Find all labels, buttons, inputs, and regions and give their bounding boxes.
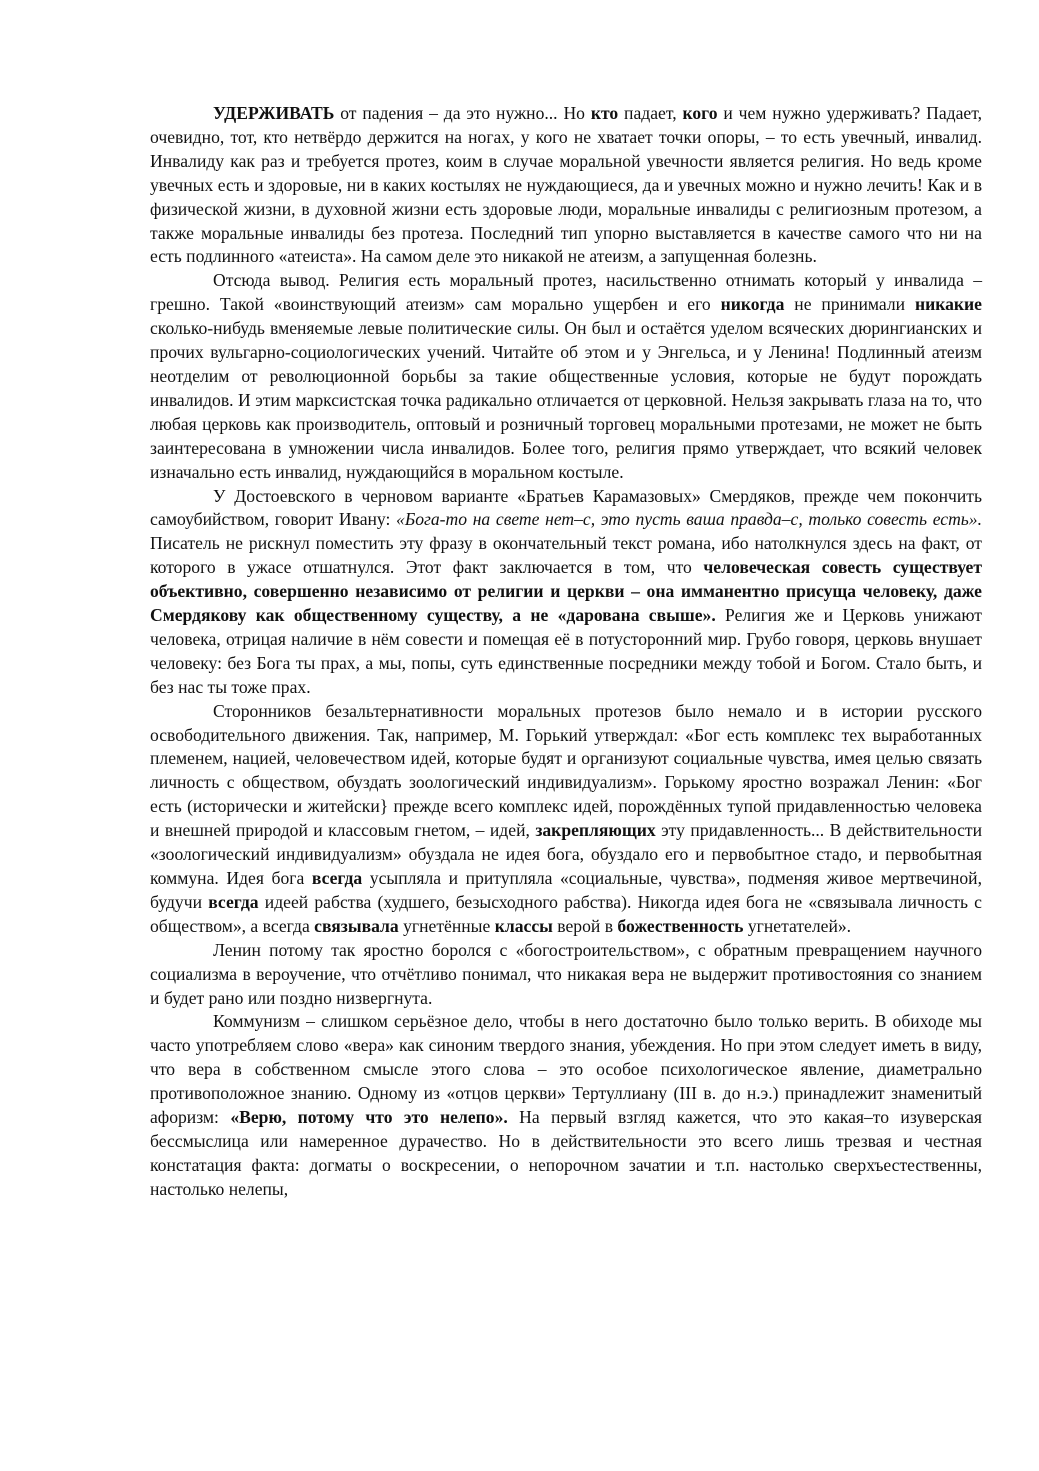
- text-run: от падения – да это нужно... Но: [334, 103, 591, 123]
- text-run: сколько-нибудь вменяемые левые политические силы. Он был и остаётся уделом всяческих дюрингианских и прочих вульгарно-социологических учений. Читайте об этом и у Энгельса, и у Ленина! Подлинный атеизм неотделим от революционной борьбы за такие общественные условия, которые не будут порождать инвалидов. И этим марксистская точка радикально отличается от церковной. Нельзя закрывать глаза на то, что любая церковь как производитель, оптовый и розничный торговец моральными протезами, не может не быть заинтересована в умножении числа инвалидов. Более того, религия прямо утверждает, что всякий человек изначально есть инвалид, нуждающийся в моральном костыле.: [150, 318, 982, 482]
- text-run: угнетённые: [398, 915, 495, 936]
- bold-run: классы: [494, 915, 553, 936]
- paragraph-3: [150, 485, 982, 700]
- paragraph-4: [150, 700, 982, 939]
- italic-run: «Бога-то на свете нет–с, это пусть ваша правда–с, только совесть есть».: [396, 509, 983, 530]
- paragraph-5: [150, 939, 982, 1011]
- text-run: эту придавленность... В действительности «зоологический индивидуализм» обуздала не идея бога, обуздало его и первобытное стадо, и первобытная коммуна. Идея бога: [150, 820, 982, 888]
- bold-run: закрепляющих: [535, 820, 656, 841]
- paragraph-1: [150, 102, 982, 269]
- text-run: Коммунизм – слишком серьёзное дело, чтобы в него достаточно было только верить. В обиходе мы часто употребляем слово «вера» как синоним твердого знания, убеждения. Но при этом следует иметь в виду, что вера в собственном смысле этого слова – это особое психологическое явление, диаметрально противоположное знанию. Одному из «отцов церкви» Тертуллиану (III в. до н.э.) принадлежит знаменитый афоризм:: [150, 1011, 982, 1128]
- text-run: угнетателей».: [743, 915, 852, 936]
- text-run: и чем нужно удерживать? Падает, очевидно, тот, кто нетвёрдо держится на ногах, у кого не хватает точки опоры, – то есть увечный, инвалид. Инвалиду как раз и требуется протез, коим в случае моральной увечности является религия. Но ведь кроме увечных есть и здоровые, ни в каких костылях не нуждающиеся, да и увечных можно и нужно лечить! Как и в физической жизни, в духовной жизни есть здоровые люди, моральные инвалиды с религиозным протезом, а также моральные инвалиды без протеза. Последний тип упорно выставляется в качестве самого что ни на есть подлинного «атеиста». На самом деле это никакой не атеизм, а запущенная болезнь.: [150, 103, 982, 267]
- bold-run: никакие: [914, 294, 982, 315]
- bold-run: кто: [590, 103, 619, 123]
- text-run: верой в: [552, 915, 618, 936]
- bold-run: человеческая совесть существует объективно, совершенно независимо от религии и церкви – она имманентно присуща человеку, даже Смердякову как общественному существу, а не «дарована свыше».: [150, 557, 982, 626]
- text-run: усыпляла и притупляла «социальные, чувства», подменяя живое мертвечиной, будучи: [150, 868, 982, 912]
- text-run: не принимали: [784, 294, 915, 315]
- bold-run: кого: [682, 103, 718, 123]
- text-run: Отсюда вывод. Религия есть моральный протез, насильственно отнимать который у инвалида – грешно. Такой «воинствующий атеизм» сам морально ущербен и его: [150, 270, 982, 315]
- document-page: [150, 102, 982, 1202]
- text-run: Сторонников безальтернативности моральных протезов было немало и в истории русского освободительного движения. Так, например, М. Горький утверждал: «Бог есть комплекс тех выработанных племенем, нацией, человечеством идей, которые будят и организуют социальные чувства, имея целью связать личность с обществом, обуздать зоологический индивидуализм». Горькому яростно возражал Ленин: «Бог есть (исторически и житейски} прежде всего комплекс идей, порождённых тупой придавленностью человека и внешней природой и классовым гнетом, – идей,: [150, 700, 982, 841]
- paragraph-2: [150, 269, 982, 484]
- text-run: падает,: [618, 103, 683, 123]
- bold-run: связывала: [314, 915, 399, 936]
- text-run: Писатель не рискнул поместить эту фразу в окончательный текст романа, ибо натолкнулся здесь на факт, от которого в ужасе отшатнулся. Этот факт заключается в том, что: [150, 533, 982, 578]
- bold-run: всегда: [311, 868, 363, 888]
- text-run: идеей рабства (худшего, безысходного рабства). Никогда идея бога не «связывала личность с обществом», а всегда: [150, 891, 982, 936]
- text-run: Ленин потому так яростно боролся с «богостроительством», с обратным превращением научного социализма в вероучение, что отчётливо понимал, что никакая вера не выдержит противостояния со знанием и будет рано или поздно низвергнута.: [150, 939, 982, 1008]
- paragraph-6: [150, 1010, 982, 1201]
- bold-run: УДЕРЖИВАТЬ: [213, 103, 335, 123]
- bold-run: всегда: [208, 891, 259, 912]
- bold-run: божественность: [617, 915, 744, 936]
- text-run: Религия же и Церковь унижают человека, отрицая наличие в нём совести и помещая её в потусторонний мир. Грубо говоря, церковь внушает человеку: без Бога ты прах, а мы, попы, суть единственные посредники между тобой и Богом. Стало быть, и без нас ты тоже прах.: [150, 605, 982, 697]
- text-run: У Достоевского в черновом варианте «Братьев Карамазовых» Смердяков, прежде чем покончить самоубийством, говорит Ивану:: [150, 485, 982, 530]
- bold-run: «Верю, потому что это нелепо».: [230, 1107, 508, 1128]
- text-run: На первый взгляд кажется, что это какая–то изуверская бессмыслица или намеренное дурачество. Но в действительности это всего лишь трезвая и честная констатация факта: догматы о воскресении, о непорочном зачатии и т.п. настолько сверхъестественны, настолько нелепы,: [150, 1107, 982, 1199]
- bold-run: никогда: [720, 294, 785, 315]
